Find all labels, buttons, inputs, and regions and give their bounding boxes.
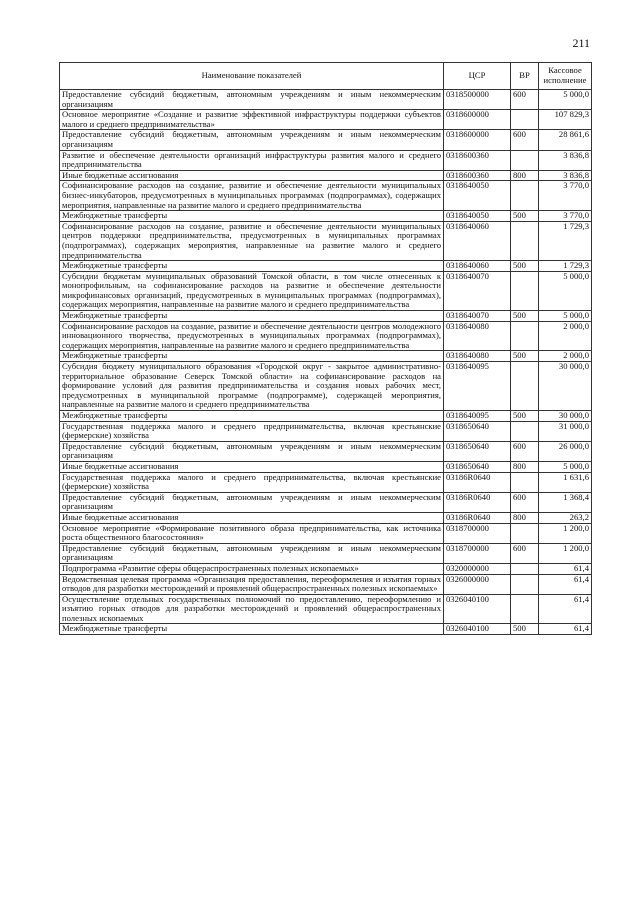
row-amount-cell: 5 000,0 — [539, 311, 592, 322]
row-name-cell: Субсидия бюджету муниципального образования «Городской округ - закрытое административно-территориальное образование Северск Томской области» на софинансирование расходов на формирование условий для развития предпринимательства и создания новых рабочих мест, предусмотренных в муниципальной программе (подпрограмме), содержащей мероприятия, направленные на развитие малого и среднего предпринимательства — [60, 362, 444, 411]
row-amount-cell: 1 200,0 — [539, 543, 592, 563]
row-amount-cell: 107 829,3 — [539, 110, 592, 130]
row-name-cell: Софинансирование расходов на создание, развитие и обеспечение деятельности центров молодежного инновационного творчества, предусмотренных в муниципальных программах (подпрограммах), содержащих мероприятия, направленные на развитие малого и среднего предпринимательства — [60, 321, 444, 351]
row-vr-cell: 500 — [511, 624, 539, 635]
row-amount-cell: 3 836,8 — [539, 150, 592, 170]
row-name-cell: Межбюджетные трансферты — [60, 311, 444, 322]
row-name-cell: Осуществление отдельных государственных полномочий по предоставлению, переоформлению и изъятию горных отводов для разработки месторождений и проявлений общераспространенных полезных ископаемых — [60, 594, 444, 624]
row-name-cell: Межбюджетные трансферты — [60, 351, 444, 362]
row-name-cell: Межбюджетные трансферты — [60, 411, 444, 422]
row-amount-cell: 263,2 — [539, 512, 592, 523]
row-csr-cell: 0318640095 — [444, 362, 511, 411]
table-row — [60, 271, 592, 310]
row-amount-cell: 26 000,0 — [539, 441, 592, 461]
row-csr-cell: 0318640095 — [444, 411, 511, 422]
row-amount-cell: 2 000,0 — [539, 351, 592, 362]
row-name-cell: Государственная поддержка малого и среднего предпринимательства, включая крестьянские (фермерские) хозяйства — [60, 421, 444, 441]
table-header-row — [60, 63, 592, 90]
row-amount-cell: 30 000,0 — [539, 411, 592, 422]
table-row — [60, 543, 592, 563]
table-row — [60, 261, 592, 272]
row-name-cell: Межбюджетные трансферты — [60, 261, 444, 272]
row-amount-cell: 3 770,0 — [539, 181, 592, 211]
row-amount-cell: 61,4 — [539, 574, 592, 594]
row-name-cell: Субсидии бюджетам муниципальных образований Томской области, в том числе отнесенных к монопрофильным, на софинансирование расходов на развитие и обеспечение деятельности микрофинансовых организаций, предусмотренных в муниципальных программах (подпрограммах), содержащих мероприятия, направленные на развитие малого и среднего предпринимательства — [60, 271, 444, 310]
row-vr-cell: 500 — [511, 261, 539, 272]
row-vr-cell — [511, 221, 539, 260]
table-row — [60, 211, 592, 222]
table-row — [60, 512, 592, 523]
row-amount-cell: 31 000,0 — [539, 421, 592, 441]
table-row — [60, 563, 592, 574]
row-vr-cell — [511, 110, 539, 130]
row-vr-cell: 600 — [511, 90, 539, 110]
row-vr-cell — [511, 271, 539, 310]
row-vr-cell: 600 — [511, 130, 539, 150]
header-amount: Кассовое исполнение — [539, 63, 592, 90]
row-csr-cell: 0318640060 — [444, 221, 511, 260]
row-amount-cell: 3 836,8 — [539, 170, 592, 181]
page-number: 211 — [572, 36, 590, 50]
row-amount-cell: 5 000,0 — [539, 461, 592, 472]
row-vr-cell — [511, 321, 539, 351]
row-vr-cell: 800 — [511, 170, 539, 181]
row-name-cell: Иные бюджетные ассигнования — [60, 170, 444, 181]
row-csr-cell: 0320000000 — [444, 563, 511, 574]
header-vr: ВР — [511, 63, 539, 90]
row-vr-cell: 600 — [511, 543, 539, 563]
row-csr-cell: 0318600000 — [444, 110, 511, 130]
row-name-cell: Межбюджетные трансферты — [60, 211, 444, 222]
table-row — [60, 351, 592, 362]
row-amount-cell: 30 000,0 — [539, 362, 592, 411]
table-row — [60, 181, 592, 211]
row-vr-cell: 800 — [511, 512, 539, 523]
row-csr-cell: 0318700000 — [444, 543, 511, 563]
row-csr-cell: 0318600360 — [444, 170, 511, 181]
row-name-cell: Предоставление субсидий бюджетным, автономным учреждениям и иным некоммерческим организациям — [60, 543, 444, 563]
table-row — [60, 362, 592, 411]
row-amount-cell: 28 861,6 — [539, 130, 592, 150]
row-vr-cell — [511, 181, 539, 211]
row-csr-cell: 0318640070 — [444, 271, 511, 310]
row-vr-cell — [511, 594, 539, 624]
row-csr-cell: 0318600000 — [444, 130, 511, 150]
row-amount-cell: 1 368,4 — [539, 492, 592, 512]
table-row — [60, 221, 592, 260]
row-vr-cell: 500 — [511, 411, 539, 422]
table-row — [60, 90, 592, 110]
row-vr-cell — [511, 523, 539, 543]
row-name-cell: Государственная поддержка малого и среднего предпринимательства, включая крестьянские (фермерские) хозяйства — [60, 472, 444, 492]
row-name-cell: Основное мероприятие «Создание и развитие эффективной инфраструктуры поддержки субъектов малого и среднего предпринимательства» — [60, 110, 444, 130]
row-amount-cell: 5 000,0 — [539, 90, 592, 110]
table-row — [60, 411, 592, 422]
table-row — [60, 624, 592, 635]
row-name-cell: Развитие и обеспечение деятельности организаций инфраструктуры развития малого и среднего предпринимательства — [60, 150, 444, 170]
table-row — [60, 594, 592, 624]
row-name-cell: Предоставление субсидий бюджетным, автономным учреждениям и иным некоммерческим организациям — [60, 130, 444, 150]
row-amount-cell: 3 770,0 — [539, 211, 592, 222]
row-vr-cell — [511, 563, 539, 574]
table-row — [60, 523, 592, 543]
row-name-cell: Иные бюджетные ассигнования — [60, 461, 444, 472]
row-name-cell: Межбюджетные трансферты — [60, 624, 444, 635]
table-row — [60, 130, 592, 150]
row-csr-cell: 0326000000 — [444, 574, 511, 594]
row-vr-cell: 800 — [511, 461, 539, 472]
row-amount-cell: 2 000,0 — [539, 321, 592, 351]
table-row — [60, 461, 592, 472]
header-csr: ЦСР — [444, 63, 511, 90]
row-amount-cell: 1 631,6 — [539, 472, 592, 492]
row-name-cell: Предоставление субсидий бюджетным, автономным учреждениям и иным некоммерческим организациям — [60, 492, 444, 512]
row-amount-cell: 61,4 — [539, 563, 592, 574]
row-csr-cell: 0318650640 — [444, 461, 511, 472]
table-row — [60, 311, 592, 322]
row-vr-cell: 600 — [511, 492, 539, 512]
row-amount-cell: 61,4 — [539, 624, 592, 635]
row-amount-cell: 1 729,3 — [539, 221, 592, 260]
row-name-cell: Основное мероприятие «Формирование позитивного образа предпринимательства, как источника роста общественного благосостояния» — [60, 523, 444, 543]
table-row — [60, 574, 592, 594]
row-vr-cell: 600 — [511, 441, 539, 461]
header-name: Наименование показателей — [60, 63, 444, 90]
row-csr-cell: 0318600360 — [444, 150, 511, 170]
row-name-cell: Софинансирование расходов на создание, развитие и обеспечение деятельности муниципальных бизнес-инкубаторов, предусмотренных в муниципальных программах (подпрограммах), содержащих мероприятия, направленные на развитие малого и среднего предпринимательства — [60, 181, 444, 211]
row-name-cell: Подпрограмма «Развитие сферы общераспространенных полезных ископаемых» — [60, 563, 444, 574]
budget-table — [59, 62, 592, 635]
row-csr-cell: 0318700000 — [444, 523, 511, 543]
table-row — [60, 321, 592, 351]
table-row — [60, 150, 592, 170]
table-row — [60, 441, 592, 461]
row-csr-cell: 0326040100 — [444, 594, 511, 624]
row-csr-cell: 0318640080 — [444, 351, 511, 362]
row-csr-cell: 03186R0640 — [444, 472, 511, 492]
table-row — [60, 421, 592, 441]
row-csr-cell: 0318500000 — [444, 90, 511, 110]
row-name-cell: Иные бюджетные ассигнования — [60, 512, 444, 523]
row-csr-cell: 0326040100 — [444, 624, 511, 635]
row-csr-cell: 0318650640 — [444, 421, 511, 441]
row-amount-cell: 1 200,0 — [539, 523, 592, 543]
row-csr-cell: 0318640050 — [444, 181, 511, 211]
table-body — [60, 90, 592, 635]
row-amount-cell: 5 000,0 — [539, 271, 592, 310]
row-amount-cell: 1 729,3 — [539, 261, 592, 272]
row-csr-cell: 0318640050 — [444, 211, 511, 222]
row-vr-cell — [511, 150, 539, 170]
row-amount-cell: 61,4 — [539, 594, 592, 624]
row-csr-cell: 0318650640 — [444, 441, 511, 461]
row-csr-cell: 0318640060 — [444, 261, 511, 272]
row-name-cell: Предоставление субсидий бюджетным, автономным учреждениям и иным некоммерческим организациям — [60, 441, 444, 461]
row-csr-cell: 0318640070 — [444, 311, 511, 322]
row-name-cell: Предоставление субсидий бюджетным, автономным учреждениям и иным некоммерческим организациям — [60, 90, 444, 110]
row-csr-cell: 03186R0640 — [444, 512, 511, 523]
row-vr-cell — [511, 574, 539, 594]
table-row — [60, 492, 592, 512]
table-row — [60, 472, 592, 492]
row-vr-cell — [511, 421, 539, 441]
row-vr-cell: 500 — [511, 351, 539, 362]
row-vr-cell — [511, 362, 539, 411]
row-name-cell: Ведомственная целевая программа «Организация предоставления, переоформления и изъятия горных отводов для разработки месторождений и проявлений общераспространенных полезных ископаемых» — [60, 574, 444, 594]
row-name-cell: Софинансирование расходов на создание, развитие и обеспечение деятельности муниципальных центров поддержки предпринимательства, предусмотренных в муниципальных программах (подпрограммах), содержащих мероприятия, направленные на развитие малого и среднего предпринимательства — [60, 221, 444, 260]
row-csr-cell: 03186R0640 — [444, 492, 511, 512]
row-csr-cell: 0318640080 — [444, 321, 511, 351]
table-row — [60, 110, 592, 130]
row-vr-cell — [511, 472, 539, 492]
table-row — [60, 170, 592, 181]
row-vr-cell: 500 — [511, 211, 539, 222]
row-vr-cell: 500 — [511, 311, 539, 322]
